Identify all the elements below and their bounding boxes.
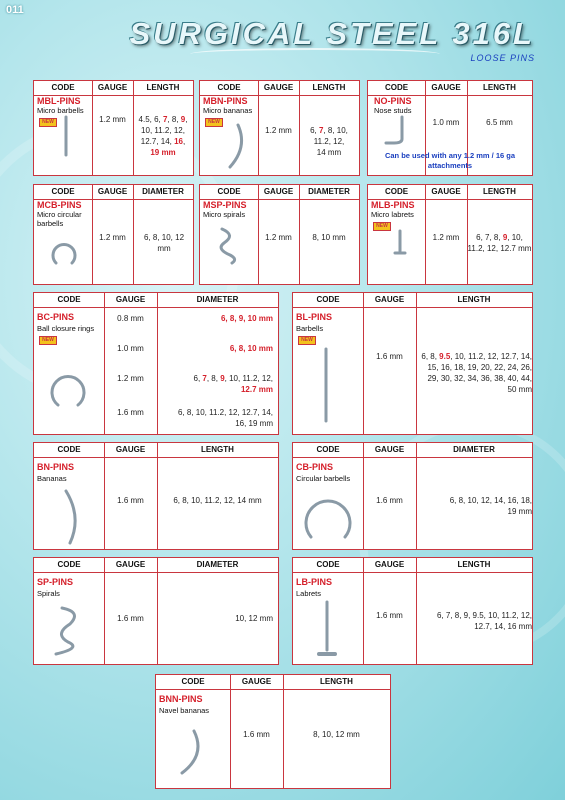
code-header: CODE	[181, 677, 205, 686]
page-title: SURGICAL STEEL 316L	[129, 16, 535, 51]
diameter-values: 6, 8, 10, 12 mm	[143, 233, 185, 253]
diameter-values: 6, 7, 8, 9, 10, 11.2, 12, 12.7 mm	[193, 374, 273, 394]
code-header: CODE	[217, 187, 241, 196]
nose-stud-image	[380, 115, 410, 147]
length-header: LENGTH	[320, 677, 353, 686]
product-description: Micro bananas	[203, 106, 253, 115]
gauge-header: GAUGE	[431, 187, 461, 196]
product-description: Navel bananas	[159, 706, 210, 715]
diameter-values: 6, 8, 9, 10 mm	[220, 314, 273, 323]
new-badge: NEW	[373, 222, 391, 231]
length-values: 6, 7, 8, 9, 10, 11.2, 12, 12.7 mm	[467, 233, 532, 253]
compatibility-note: Can be used with any 1.2 mm / 16 ga attachments	[384, 151, 516, 170]
product-code: NO-PINS	[374, 96, 412, 106]
micro-banana-image	[218, 121, 248, 171]
diameter-values: 6, 8, 10, 12, 14, 16, 18, 19 mm	[449, 496, 532, 516]
diameter-values: 8, 10 mm	[312, 233, 346, 242]
length-header: LENGTH	[483, 187, 516, 196]
gauge-value: 1.6 mm	[117, 408, 144, 417]
micro-spiral-image	[216, 225, 242, 265]
gauge-value: 1.2 mm	[265, 126, 292, 135]
gauge-value: 1.6 mm	[376, 496, 403, 505]
product-code: MCB-PINS	[37, 200, 82, 210]
length-header: LENGTH	[312, 83, 346, 92]
product-description: Circular barbells	[296, 474, 351, 483]
gauge-header: GAUGE	[241, 677, 272, 686]
gauge-header: GAUGE	[374, 295, 405, 304]
navel-banana-image	[174, 727, 204, 779]
gauge-header: GAUGE	[263, 83, 294, 92]
product-description: Micro spirals	[203, 210, 246, 219]
product-code: BN-PINS	[37, 462, 75, 472]
labret-image	[315, 598, 339, 662]
code-header: CODE	[316, 295, 340, 304]
gauge-value: 1.2 mm	[432, 233, 460, 242]
length-header: LENGTH	[146, 83, 180, 92]
page-number: 011	[6, 4, 24, 16]
sp-pins-table	[33, 557, 279, 665]
diameter-values: 6, 8, 10, 11.2, 12, 12.7, 14, 16, 19 mm	[177, 408, 273, 428]
product-code: LB-PINS	[296, 577, 332, 587]
diameter-header: DIAMETER	[196, 560, 239, 569]
micro-circular-barbell-image	[48, 237, 80, 269]
product-code: MLB-PINS	[371, 200, 415, 210]
gauge-value: 1.6 mm	[117, 496, 144, 505]
bn-pins-table	[33, 442, 279, 550]
code-header: CODE	[384, 83, 409, 92]
product-code: CB-PINS	[296, 462, 334, 472]
length-values: 6, 7, 8, 10, 11.2, 12, 14 mm	[310, 126, 348, 157]
product-description: Micro circular barbells	[37, 210, 82, 228]
micro-labret-image	[392, 229, 408, 257]
length-values: 6, 8, 9.5, 10, 11.2, 12, 12.7, 14, 15, 16, 18, 19, 20, 22, 24, 26, 29, 30, 32, 34, 36, 38, 40, 44, 50 mm	[421, 352, 532, 394]
product-code: MBL-PINS	[37, 96, 81, 106]
lb-pins-table	[292, 557, 533, 665]
product-code: BNN-PINS	[159, 694, 203, 704]
title-swoosh	[190, 48, 440, 60]
gauge-value: 1.6 mm	[243, 730, 270, 739]
mbn-pins-table	[199, 80, 360, 176]
diameter-header: DIAMETER	[142, 187, 184, 196]
product-code: BC-PINS	[37, 312, 75, 322]
new-badge: NEW	[39, 118, 57, 127]
gauge-value: 1.6 mm	[117, 614, 144, 623]
length-values: 6, 7, 8, 9, 9.5, 10, 11.2, 12, 12.7, 14, 16 mm	[436, 611, 532, 631]
product-description: Ball closure rings	[37, 324, 95, 333]
gauge-header: GAUGE	[97, 187, 128, 196]
circular-barbell-image	[301, 491, 355, 543]
gauge-value: 1.2 mm	[265, 233, 292, 242]
no-pins-table	[367, 80, 533, 176]
diameter-header: DIAMETER	[453, 445, 495, 454]
length-header: LENGTH	[483, 83, 516, 92]
micro-barbell-image	[59, 115, 73, 157]
diameter-header: DIAMETER	[308, 187, 350, 196]
code-header: CODE	[51, 83, 75, 92]
code-header: CODE	[384, 187, 409, 196]
new-badge: NEW	[39, 336, 57, 345]
code-header: CODE	[57, 560, 81, 569]
product-code: MBN-PINS	[203, 96, 248, 106]
length-value: 6.5 mm	[486, 118, 513, 127]
gauge-header: GAUGE	[115, 445, 146, 454]
length-values: 4.5, 6, 7, 8, 9, 10, 11.2, 12, 12.7, 14, 16, 19 mm	[138, 115, 188, 157]
product-description: Bananas	[37, 474, 67, 483]
gauge-value: 1.6 mm	[376, 611, 403, 620]
product-description: Nose studs	[374, 106, 412, 115]
length-header: LENGTH	[457, 560, 491, 569]
code-header: CODE	[51, 187, 75, 196]
gauge-header: GAUGE	[263, 187, 294, 196]
gauge-value: 0.8 mm	[117, 314, 144, 323]
product-code: MSP-PINS	[203, 200, 247, 210]
gauge-header: GAUGE	[374, 560, 405, 569]
product-description: Barbells	[296, 324, 324, 333]
diameter-values: 10, 12 mm	[235, 614, 273, 623]
cb-pins-table	[292, 442, 533, 550]
new-badge: NEW	[205, 118, 223, 127]
product-description: Labrets	[296, 589, 322, 598]
gauge-value: 1.2 mm	[99, 233, 126, 242]
mlb-pins-table	[367, 184, 533, 285]
gauge-header: GAUGE	[97, 83, 128, 92]
length-values: 8, 10, 12 mm	[313, 730, 360, 739]
gauge-header: GAUGE	[374, 445, 405, 454]
diameter-values: 6, 8, 10 mm	[229, 344, 273, 353]
length-header: LENGTH	[201, 445, 234, 454]
gauge-header: GAUGE	[115, 560, 146, 569]
code-header: CODE	[316, 445, 340, 454]
product-code: BL-PINS	[296, 312, 332, 322]
product-code: SP-PINS	[37, 577, 74, 587]
msp-pins-table	[199, 184, 360, 285]
new-badge: NEW	[298, 336, 316, 345]
gauge-value: 1.2 mm	[117, 374, 144, 383]
gauge-value: 1.0 mm	[117, 344, 144, 353]
bc-pins-table	[33, 292, 279, 435]
gauge-header: GAUGE	[115, 295, 146, 304]
barbell-image	[319, 345, 333, 425]
banana-image	[56, 487, 84, 547]
page-subtitle: LOOSE PINS	[470, 53, 535, 63]
ball-closure-ring-image	[46, 371, 90, 415]
mbl-pins-table	[33, 80, 194, 176]
code-header: CODE	[316, 560, 340, 569]
gauge-value: 1.0 mm	[432, 118, 460, 127]
code-header: CODE	[57, 445, 81, 454]
mcb-pins-table	[33, 184, 194, 285]
product-description: Micro barbells	[37, 106, 84, 115]
gauge-value: 1.6 mm	[376, 352, 403, 361]
gauge-value: 1.2 mm	[99, 115, 126, 124]
code-header: CODE	[57, 295, 81, 304]
gauge-header: GAUGE	[431, 83, 461, 92]
diameter-header: DIAMETER	[196, 295, 239, 304]
length-header: LENGTH	[457, 295, 491, 304]
code-header: CODE	[217, 83, 241, 92]
product-description: Spirals	[37, 589, 60, 598]
product-description: Micro labrets	[371, 210, 414, 219]
length-values: 6, 8, 10, 11.2, 12, 14 mm	[173, 496, 262, 505]
bl-pins-table	[292, 292, 533, 435]
bnn-pins-table	[155, 674, 391, 789]
spiral-image	[46, 602, 92, 658]
